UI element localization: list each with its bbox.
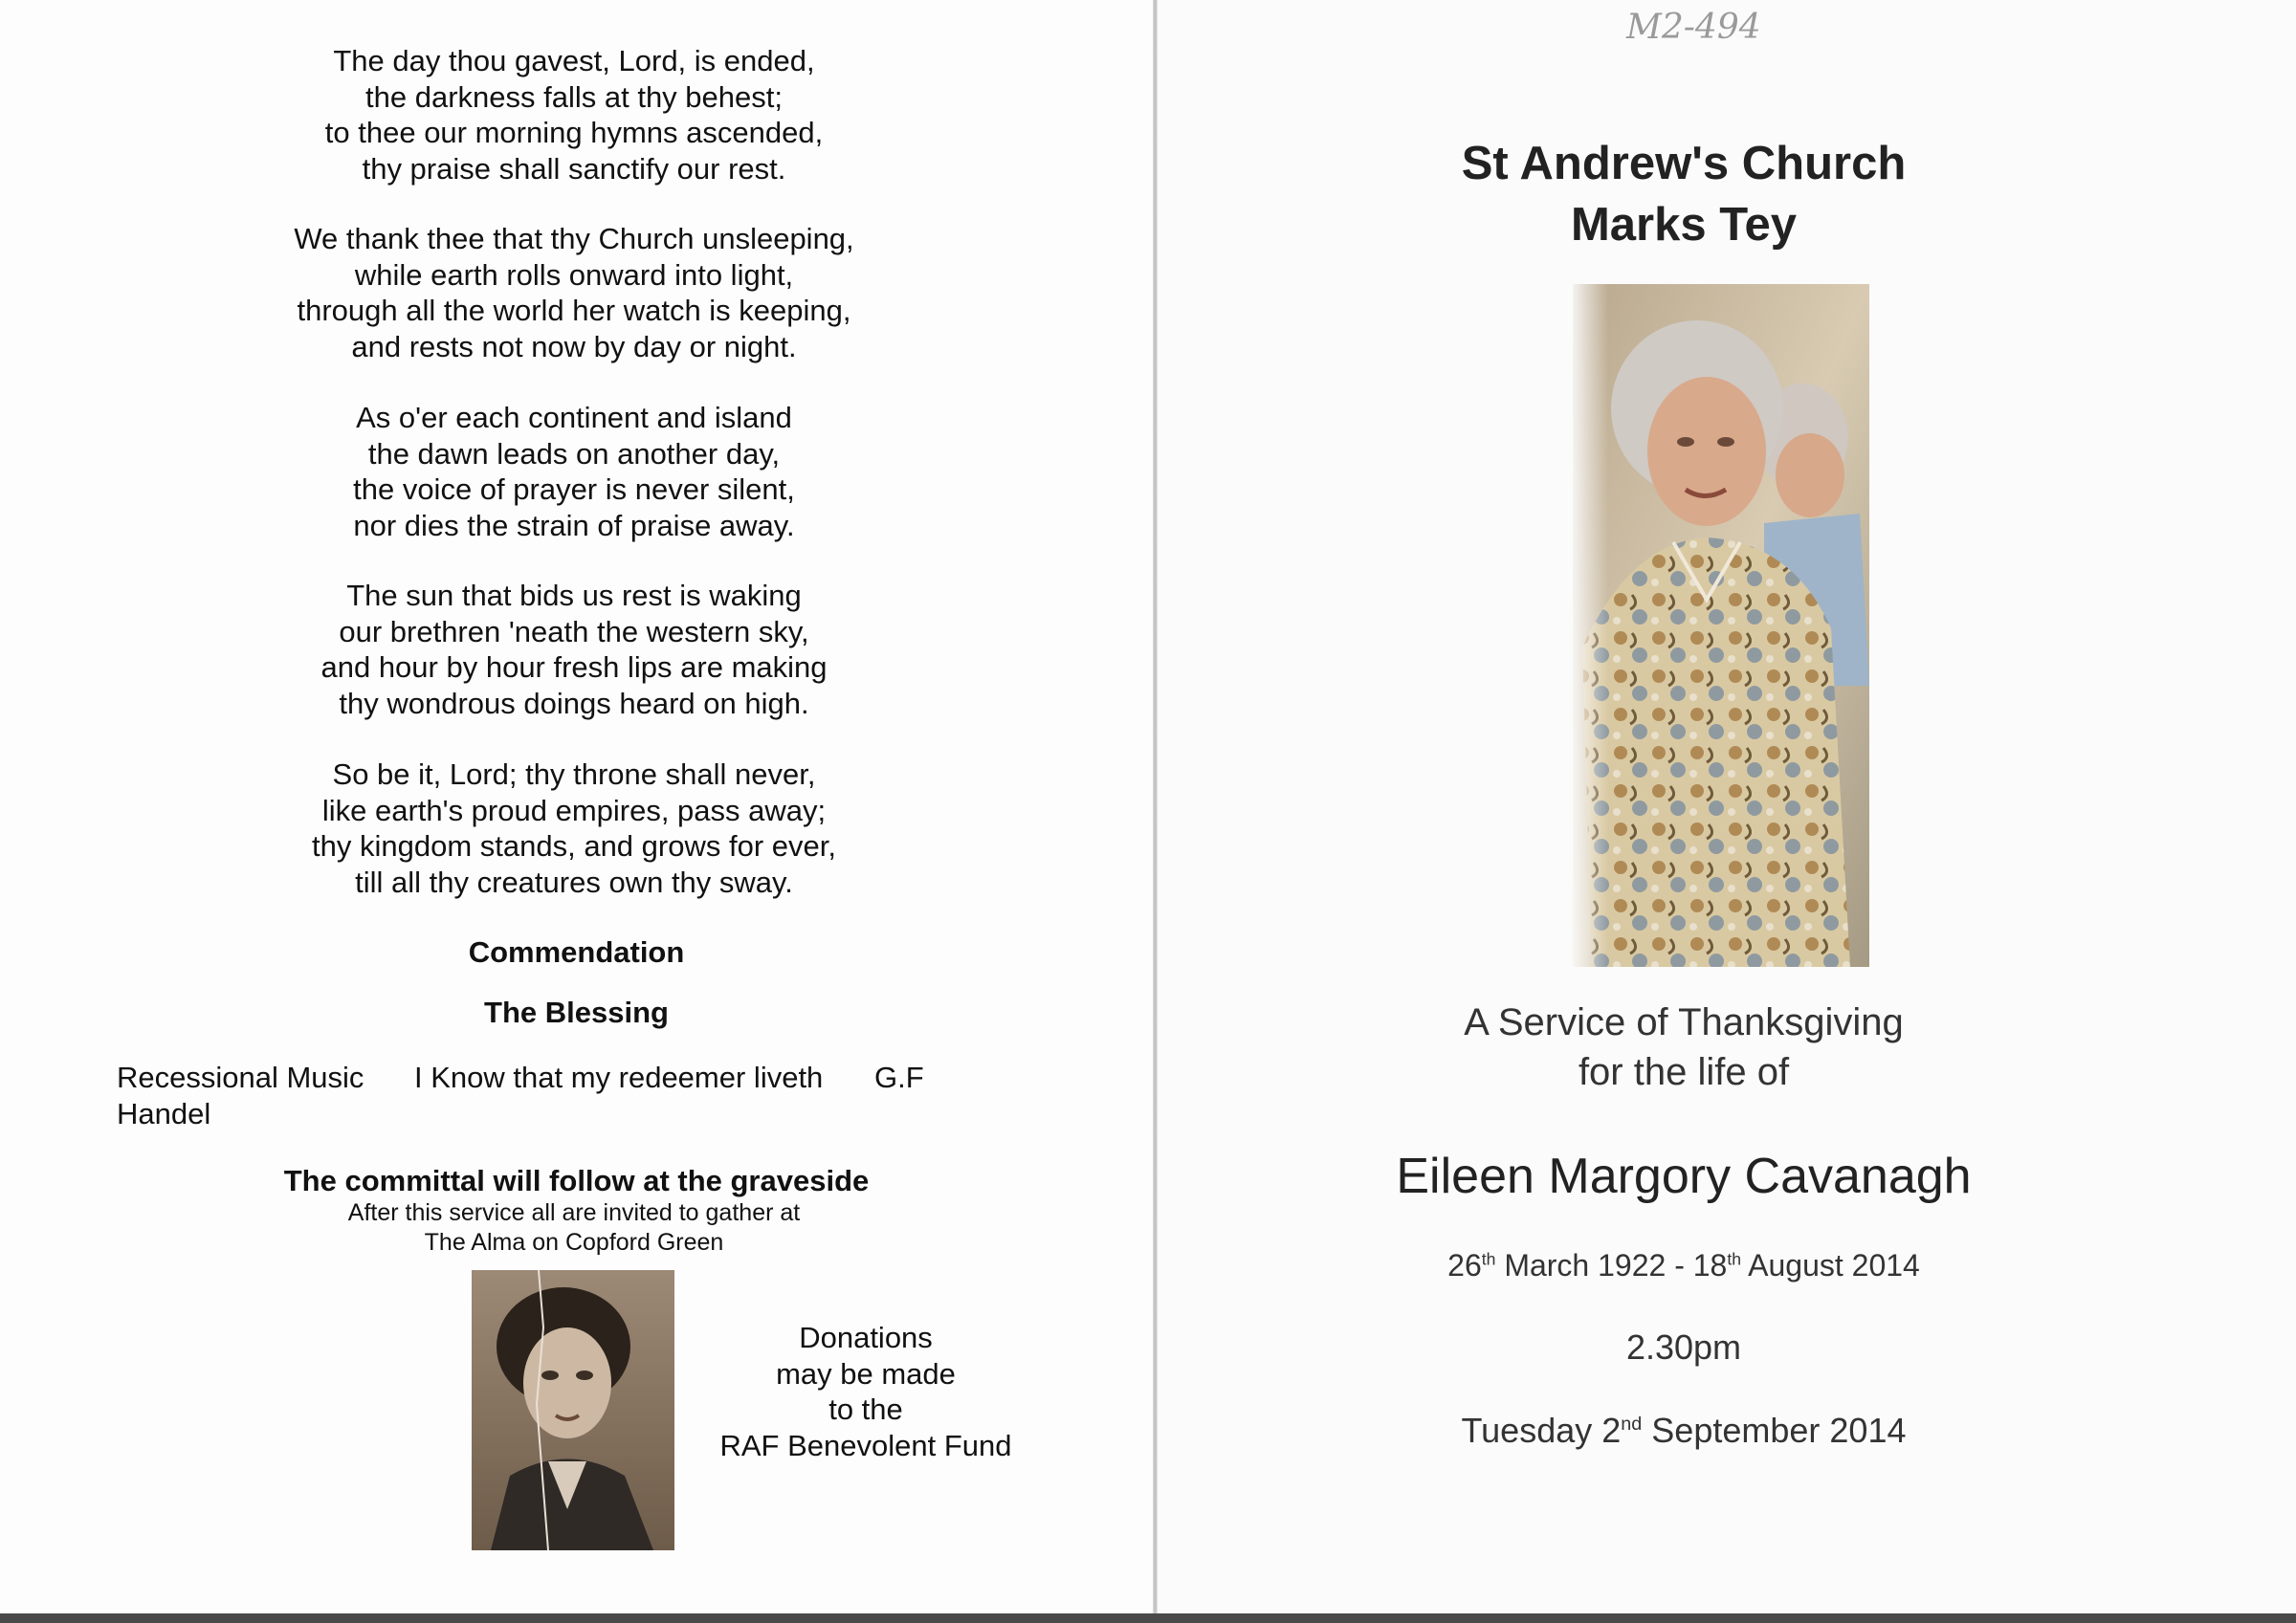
young-portrait-photo (472, 1270, 674, 1550)
hymn-line: till all thy creatures own thy sway. (355, 865, 793, 899)
service-line-2: for the life of (1578, 1051, 1790, 1093)
recessional-composer-surname: Handel (117, 1097, 211, 1130)
service-rest: September 2014 (1651, 1411, 1907, 1450)
committal-heading: The committal will follow at the graveside (283, 1164, 870, 1197)
recessional-composer-initials: G.F (874, 1061, 924, 1094)
hymn-line: the darkness falls at thy behest; (365, 79, 783, 114)
hymn-line: the dawn leads on another day, (367, 436, 781, 471)
hymn-verse (230, 757, 918, 900)
service-suffix: nd (1621, 1414, 1643, 1435)
hymn-line: thy wondrous doings heard on high. (339, 686, 809, 720)
hymn-line: We thank thee that thy Church unsleeping, (294, 222, 854, 255)
recessional-label: Recessional Music (117, 1061, 364, 1094)
hymn-line: while earth rolls onward into light, (354, 257, 794, 292)
birth-suffix: th (1481, 1249, 1496, 1269)
portrait-photo (1573, 284, 1869, 967)
hymn-line: and rests not now by day or night. (351, 329, 797, 363)
hymn-verse (230, 43, 918, 186)
donations-line: RAF Benevolent Fund (719, 1428, 1012, 1462)
hymn-line: nor dies the strain of praise away. (353, 508, 795, 542)
gather-line-1: After this service all are invited to gather at (347, 1199, 801, 1226)
hymn-line: through all the world her watch is keeping, (297, 294, 851, 327)
hymn-line: to thee our morning hymns ascended, (324, 116, 824, 149)
donations-line: to the (828, 1393, 903, 1426)
hymn-verse (230, 400, 918, 543)
service-time: 2.30pm (1625, 1327, 1742, 1367)
blessing-heading: The Blessing (484, 996, 669, 1029)
donations-line: Donations (799, 1321, 933, 1354)
hymn-verse (230, 578, 918, 721)
service-day: Tuesday 2 (1461, 1411, 1622, 1450)
church-name: St Andrew's Church (1461, 138, 1907, 189)
hymn-line: So be it, Lord; thy throne shall never, (332, 757, 816, 791)
service-line-1: A Service of Thanksgiving (1464, 1001, 1904, 1043)
birth-rest: March 1922 - 18 (1504, 1248, 1728, 1283)
hymn-line: our brethren 'neath the western sky, (339, 614, 809, 648)
church-location: Marks Tey (1570, 199, 1798, 251)
hymn-line: and hour by hour fresh lips are making (320, 650, 828, 684)
hymn-line: thy kingdom stands, and grows for ever, (312, 829, 836, 863)
death-suffix: th (1727, 1249, 1742, 1269)
hymn-line: The day thou gavest, Lord, is ended, (333, 44, 815, 77)
donations-line: may be made (776, 1356, 956, 1391)
scan-bottom-edge (0, 1613, 2296, 1623)
deceased-name: Eileen Margory Cavanagh (1396, 1149, 1972, 1204)
hymn-line: The sun that bids us rest is waking (346, 579, 802, 612)
archive-reference-handwritten: M2-494 (1626, 8, 1761, 47)
donations-text (670, 1320, 1062, 1463)
gather-line-2: The Alma on Copford Green (424, 1229, 724, 1256)
hymn-line: As o'er each continent and island (356, 401, 792, 434)
hymn-line: like earth's proud empires, pass away; (321, 793, 827, 827)
hymn-line: thy praise shall sanctify our rest. (362, 151, 786, 186)
birth-day: 26 (1447, 1248, 1482, 1283)
service-date (1158, 1411, 2210, 1451)
life-dates (1158, 1248, 2210, 1283)
death-rest: August 2014 (1748, 1248, 1920, 1283)
recessional-piece: I Know that my redeemer liveth (414, 1061, 824, 1094)
commendation-heading: Commendation (468, 935, 685, 969)
hymn-line: the voice of prayer is never silent, (353, 472, 795, 506)
hymn-verse (230, 221, 918, 364)
